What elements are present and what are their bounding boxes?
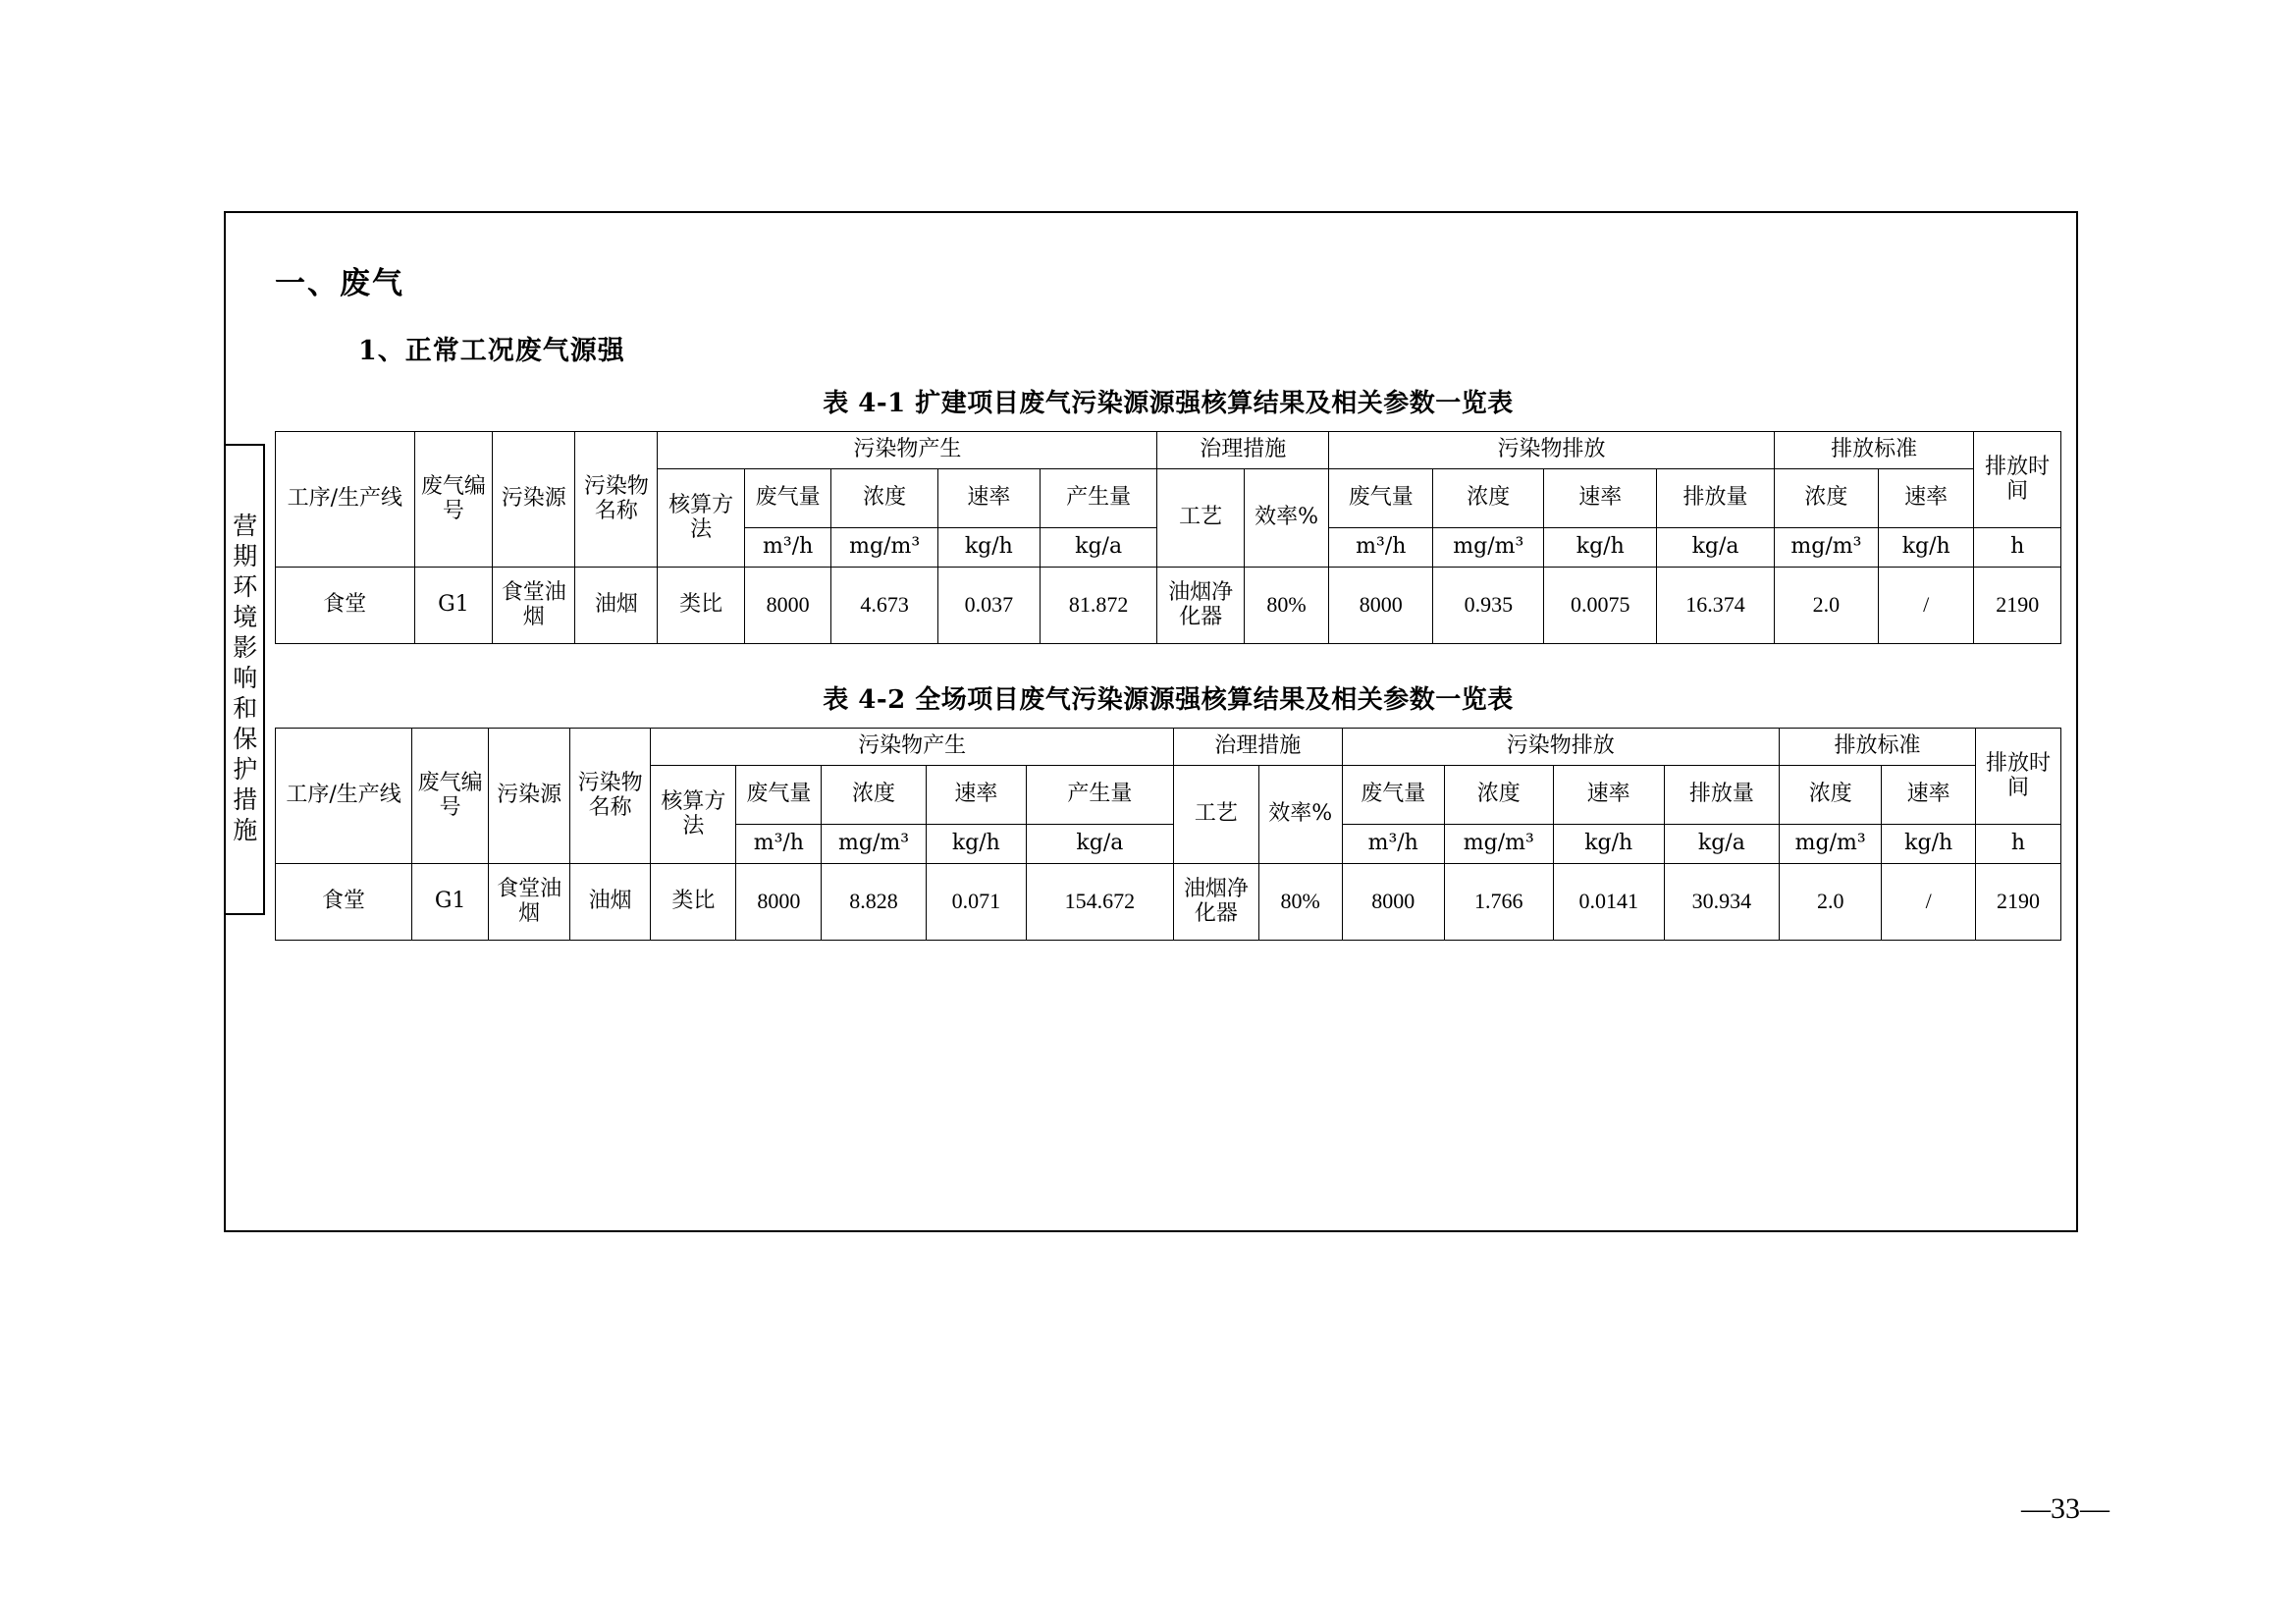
col-pollution-source: 污染源: [493, 432, 575, 568]
cell-gas-code: G1: [414, 568, 493, 644]
unit-time: h: [1975, 825, 2060, 864]
cell-std-concentration: 2.0: [1774, 568, 1878, 644]
unit-gen-rate: kg/h: [926, 825, 1026, 864]
emission-table-4-1: [275, 431, 2061, 644]
sub-gen-gas-volume: 废气量: [736, 766, 822, 825]
table-title-4-1: 表 4-1 扩建项目废气污染源源强核算结果及相关参数一览表: [823, 389, 1514, 418]
cell-pollution-source: 食堂油烟: [493, 568, 575, 644]
unit-emit-gas-volume: m³/h: [1329, 528, 1433, 568]
unit-gen-amount: kg/a: [1026, 825, 1173, 864]
cell-pollution-source: 食堂油烟: [489, 864, 570, 941]
unit-std-concentration: mg/m³: [1774, 528, 1878, 568]
cell-gen-amount: 154.672: [1026, 864, 1173, 941]
cell-emit-amount: 30.934: [1664, 864, 1779, 941]
cell-emit-rate: 0.0141: [1553, 864, 1664, 941]
unit-gen-concentration: mg/m³: [831, 528, 937, 568]
sub-emit-amount: 排放量: [1664, 766, 1779, 825]
cell-emit-amount: 16.374: [1657, 568, 1775, 644]
cell-pollutant-name: 油烟: [569, 864, 651, 941]
unit-time: h: [1974, 528, 2061, 568]
unit-std-rate: kg/h: [1882, 825, 1976, 864]
table-row: [276, 432, 2061, 469]
unit-gen-gas-volume: m³/h: [744, 528, 831, 568]
cell-gen-rate: 0.037: [937, 568, 1040, 644]
cell-emit-rate: 0.0075: [1544, 568, 1657, 644]
cell-std-rate: /: [1882, 864, 1976, 941]
group-emission: 污染物排放: [1329, 432, 1775, 469]
sub-emit-rate: 速率: [1553, 766, 1664, 825]
group-standard: 排放标准: [1780, 729, 1976, 766]
cell-time: 2190: [1975, 864, 2060, 941]
cell-efficiency: 80%: [1244, 568, 1328, 644]
unit-gen-gas-volume: m³/h: [736, 825, 822, 864]
cell-gen-concentration: 4.673: [831, 568, 937, 644]
sub-method: 核算方法: [651, 766, 736, 864]
sub-gen-rate: 速率: [926, 766, 1026, 825]
cell-efficiency: 80%: [1258, 864, 1342, 941]
cell-process: 油烟净化器: [1173, 864, 1258, 941]
unit-gen-rate: kg/h: [937, 528, 1040, 568]
table-row: [276, 864, 2061, 941]
unit-emit-rate: kg/h: [1544, 528, 1657, 568]
group-emission: 污染物排放: [1342, 729, 1779, 766]
sub-emit-rate: 速率: [1544, 469, 1657, 528]
sub-gen-amount: 产生量: [1026, 766, 1173, 825]
cell-gas-code: G1: [412, 864, 489, 941]
sub-efficiency: 效率%: [1244, 469, 1328, 568]
unit-emit-rate: kg/h: [1553, 825, 1664, 864]
heading-level-2: 1、正常工况废气源强: [358, 336, 625, 366]
cell-gen-gas-volume: 8000: [736, 864, 822, 941]
cell-emit-gas-volume: 8000: [1342, 864, 1444, 941]
cell-emit-gas-volume: 8000: [1329, 568, 1433, 644]
cell-method: 类比: [651, 864, 736, 941]
sub-std-concentration: 浓度: [1780, 766, 1882, 825]
cell-process-line: 食堂: [276, 568, 415, 644]
section-side-label-text: 营期环境影响和保护措施: [229, 512, 258, 847]
col-process-line: 工序/生产线: [276, 729, 412, 864]
unit-gen-concentration: mg/m³: [822, 825, 926, 864]
cell-process: 油烟净化器: [1157, 568, 1245, 644]
sub-emit-amount: 排放量: [1657, 469, 1775, 528]
cell-emit-concentration: 0.935: [1433, 568, 1544, 644]
cell-gen-concentration: 8.828: [822, 864, 926, 941]
group-treatment: 治理措施: [1173, 729, 1342, 766]
table-block-4-2: [275, 679, 2061, 941]
col-pollution-source: 污染源: [489, 729, 570, 864]
group-standard: 排放标准: [1774, 432, 1974, 469]
cell-std-rate: /: [1879, 568, 1974, 644]
cell-gen-amount: 81.872: [1040, 568, 1157, 644]
col-pollutant-name: 污染物名称: [575, 432, 658, 568]
unit-emit-amount: kg/a: [1664, 825, 1779, 864]
col-process-line: 工序/生产线: [276, 432, 415, 568]
cell-gen-gas-volume: 8000: [744, 568, 831, 644]
sub-std-concentration: 浓度: [1774, 469, 1878, 528]
cell-gen-rate: 0.071: [926, 864, 1026, 941]
table-row: [276, 729, 2061, 766]
sub-gen-gas-volume: 废气量: [744, 469, 831, 528]
sub-gen-amount: 产生量: [1040, 469, 1157, 528]
col-emission-time: 排放时间: [1975, 729, 2060, 825]
unit-emit-gas-volume: m³/h: [1342, 825, 1444, 864]
page-number: —33—: [2021, 1492, 2109, 1525]
sub-process: 工艺: [1173, 766, 1258, 864]
sub-process: 工艺: [1157, 469, 1245, 568]
sub-gen-concentration: 浓度: [822, 766, 926, 825]
heading-level-1: 一、废气: [275, 266, 404, 301]
sub-efficiency: 效率%: [1258, 766, 1342, 864]
sub-emit-gas-volume: 废气量: [1342, 766, 1444, 825]
sub-method: 核算方法: [658, 469, 745, 568]
unit-emit-concentration: mg/m³: [1444, 825, 1553, 864]
sub-gen-rate: 速率: [937, 469, 1040, 528]
sub-emit-concentration: 浓度: [1444, 766, 1553, 825]
cell-process-line: 食堂: [276, 864, 412, 941]
sub-std-rate: 速率: [1879, 469, 1974, 528]
sub-std-rate: 速率: [1882, 766, 1976, 825]
cell-method: 类比: [658, 568, 745, 644]
unit-emit-concentration: mg/m³: [1433, 528, 1544, 568]
sub-emit-gas-volume: 废气量: [1329, 469, 1433, 528]
cell-std-concentration: 2.0: [1780, 864, 1882, 941]
group-treatment: 治理措施: [1157, 432, 1329, 469]
group-generation: 污染物产生: [651, 729, 1173, 766]
page-content: [265, 211, 2078, 1232]
table-block-4-1: [275, 383, 2061, 644]
unit-emit-amount: kg/a: [1657, 528, 1775, 568]
col-gas-code: 废气编号: [414, 432, 493, 568]
cell-time: 2190: [1974, 568, 2061, 644]
col-pollutant-name: 污染物名称: [569, 729, 651, 864]
group-generation: 污染物产生: [658, 432, 1157, 469]
emission-table-4-2: [275, 728, 2061, 941]
col-gas-code: 废气编号: [412, 729, 489, 864]
col-emission-time: 排放时间: [1974, 432, 2061, 528]
table-row: [276, 568, 2061, 644]
unit-std-rate: kg/h: [1879, 528, 1974, 568]
unit-std-concentration: mg/m³: [1780, 825, 1882, 864]
cell-emit-concentration: 1.766: [1444, 864, 1553, 941]
sub-gen-concentration: 浓度: [831, 469, 937, 528]
section-side-label: [224, 444, 265, 915]
sub-emit-concentration: 浓度: [1433, 469, 1544, 528]
table-title-4-2: 表 4-2 全场项目废气污染源源强核算结果及相关参数一览表: [823, 685, 1514, 715]
unit-gen-amount: kg/a: [1040, 528, 1157, 568]
cell-pollutant-name: 油烟: [575, 568, 658, 644]
